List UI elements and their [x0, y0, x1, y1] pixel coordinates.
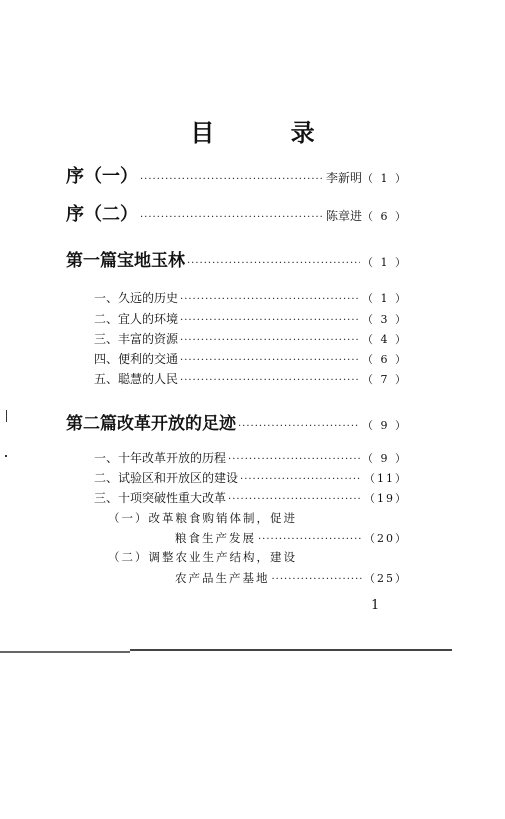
preface-1: [66, 162, 408, 188]
scan-margin-mark: [6, 410, 7, 422]
leader-dots: [140, 212, 324, 223]
preface-2: [66, 200, 408, 226]
preface-author: 李新明: [325, 171, 362, 185]
page-ref: （11）: [364, 472, 408, 485]
page-ref: （ 1 ）: [362, 172, 408, 185]
section-title: 三、丰富的资源: [94, 332, 179, 346]
leader-dots: [140, 174, 324, 185]
subsection-title: （二）调整农业生产结构，建设: [108, 550, 297, 564]
leader-dots: [258, 534, 362, 545]
page-ref: （19）: [364, 492, 408, 505]
scan-margin-mark: [5, 455, 7, 457]
scan-edge-line: [130, 649, 452, 651]
leader-dots: [240, 474, 362, 485]
section-title: 一、久远的历史: [94, 291, 179, 305]
leader-dots: [228, 494, 362, 505]
section-title: 一、十年改革开放的历程: [94, 451, 227, 465]
part-2-heading: [66, 409, 408, 434]
preface-author: 陈章进: [325, 209, 362, 223]
part-label: 第二篇: [66, 414, 117, 434]
leader-dots: [180, 315, 360, 326]
page-number: 1: [371, 598, 380, 613]
subsection-title-cont: 农产品生产基地: [175, 571, 270, 585]
section-title: 五、聪慧的人民: [94, 372, 179, 386]
subsection-line1: [108, 510, 297, 526]
leader-dots: [180, 294, 360, 305]
page-ref: （ 1 ）: [362, 256, 408, 269]
page-ref: （ 4 ）: [362, 333, 408, 346]
section-title: 二、宜人的环境: [94, 312, 179, 326]
subsection-row: [175, 570, 408, 586]
page-ref: （25）: [364, 572, 408, 585]
leader-dots: [228, 454, 360, 465]
section-row: [94, 370, 408, 387]
part-1-heading: [66, 246, 408, 271]
page-ref: （ 6 ）: [362, 210, 408, 223]
toc-title: 目 录: [190, 119, 349, 147]
part-title: 宝地玉林: [117, 251, 185, 271]
section-title: 四、便利的交通: [94, 352, 179, 366]
page-ref: （20）: [364, 532, 408, 545]
part-title: 改革开放的足迹: [117, 414, 236, 434]
section-row: [94, 289, 408, 306]
subsection-row: [175, 530, 408, 546]
page-ref: （ 6 ）: [362, 353, 408, 366]
part-label: 第一篇: [66, 251, 117, 271]
section-row: [94, 310, 408, 327]
subsection-line1: [108, 549, 297, 565]
leader-dots: [180, 375, 360, 386]
section-row: [94, 469, 408, 486]
leader-dots: [180, 335, 360, 346]
page-ref: （ 3 ）: [362, 313, 408, 326]
preface-label: 序（二）: [66, 204, 138, 225]
scan-edge-line: [0, 651, 130, 653]
section-row: [94, 449, 408, 466]
section-title: 三、十项突破性重大改革: [94, 491, 227, 505]
page-ref: （ 9 ）: [362, 419, 408, 432]
page-ref: （ 7 ）: [362, 373, 408, 386]
section-row: [94, 489, 408, 506]
subsection-title-cont: 粮食生产发展: [175, 531, 256, 545]
preface-label: 序（一）: [66, 166, 138, 187]
leader-dots: [180, 355, 360, 366]
section-row: [94, 330, 408, 347]
section-title: 二、试验区和开放区的建设: [94, 471, 239, 485]
leader-dots: [187, 258, 360, 269]
section-row: [94, 350, 408, 367]
leader-dots: [272, 574, 363, 585]
subsection-title: （一）改革粮食购销体制，促进: [108, 511, 297, 525]
page-ref: （ 1 ）: [362, 292, 408, 305]
leader-dots: [238, 421, 360, 432]
page-ref: （ 9 ）: [362, 452, 408, 465]
